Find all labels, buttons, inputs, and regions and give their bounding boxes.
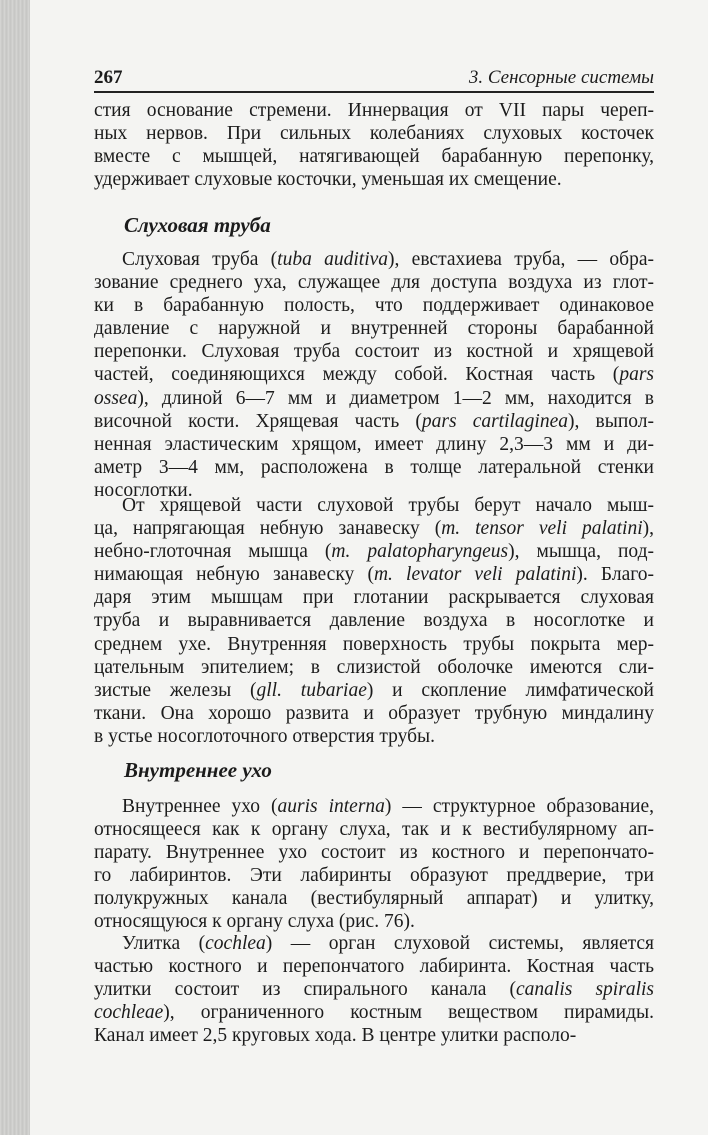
latin-term: cochleae: [94, 1002, 164, 1024]
latin-term: pars cartilaginea: [421, 410, 569, 432]
text-line: [94, 540, 654, 563]
text-line: [94, 517, 654, 540]
text-line: [94, 609, 654, 632]
text-segment: парату. Внутреннее ухо состоит из костного и перепончато-: [94, 842, 654, 864]
text-line: [94, 122, 654, 145]
text-segment: зование среднего уха, служащее для доступа воздуха из глот-: [94, 272, 654, 294]
text-line: [94, 887, 654, 910]
latin-term: m. levator veli palatini: [373, 564, 577, 586]
text-segment: ца, напрягающая небную занавеску (: [94, 518, 442, 540]
text-segment: От хрящевой части слуховой трубы берут начало мыш-: [122, 495, 654, 516]
text-segment: давление с наружной и внутренней стороны барабанной: [94, 318, 654, 340]
text-segment: ), ограниченного костным веществом пирамиды.: [163, 1002, 654, 1024]
text-line: [94, 978, 654, 1001]
text-segment: вместе с мышцей, натягивающей барабанную перепонку,: [94, 146, 654, 168]
latin-term: canalis spiralis: [516, 979, 654, 1001]
latin-term: m. palatopharyngeus: [331, 541, 509, 563]
text-line: [94, 363, 654, 386]
section-heading-inner-ear: Внутреннее ухо: [124, 758, 272, 782]
scan-edge: [0, 0, 30, 1135]
text-segment: частей, соединяющихся между собой. Костная часть (: [94, 364, 620, 386]
text-segment: стия основание стремени. Иннервация от VII пары череп-: [94, 100, 654, 121]
text-segment: Канал имеет 2,5 круговых хода. В центре улитки располо-: [94, 1025, 577, 1047]
text-line: [94, 679, 654, 702]
text-line: [94, 456, 654, 479]
text-segment: небно-глоточная мышца (: [94, 541, 332, 563]
text-line: [94, 168, 654, 191]
text-segment: носоглотки.: [94, 479, 193, 501]
text-line: [94, 656, 654, 679]
text-line: [94, 563, 654, 586]
text-segment: височной кости. Хрящевая часть (: [94, 410, 422, 432]
text-segment: перепонки. Слуховая труба состоит из костной и хрящевой: [94, 341, 654, 363]
text-line: [94, 841, 654, 864]
text-segment: ных нервов. При сильных колебаниях слуховых косточек: [94, 123, 654, 145]
text-line: [94, 955, 654, 978]
latin-term: pars: [619, 364, 654, 386]
text-line: [94, 864, 654, 887]
latin-term: ossea: [94, 387, 138, 409]
latin-term: m. tensor veli palatini: [441, 518, 643, 540]
text-line: [94, 433, 654, 456]
text-line: [94, 702, 654, 725]
text-segment: даря этим мышцам при глотании раскрывается слуховая: [94, 587, 654, 609]
latin-term: auris interna: [277, 796, 385, 817]
text-segment: Улитка (: [122, 933, 206, 954]
book-page: [94, 0, 654, 1135]
text-line: [94, 795, 654, 818]
text-segment: ), выпол-: [568, 410, 654, 432]
intro-paragraph: [94, 99, 654, 191]
text-segment: частью костного и перепончатого лабиринта. Костная часть: [94, 956, 654, 978]
text-segment: в устье носоглоточного отверстия трубы.: [94, 725, 435, 747]
text-line: [94, 586, 654, 609]
chapter-title: 3. Сенсорные системы: [468, 67, 654, 88]
text-line: [94, 387, 654, 410]
text-segment: ),: [642, 518, 655, 540]
text-line: [94, 818, 654, 841]
text-line: [94, 1001, 654, 1024]
latin-term: gll. tubariae: [256, 679, 367, 701]
text-segment: Внутреннее ухо (: [122, 796, 278, 817]
text-line: [94, 410, 654, 433]
text-segment: среднем ухе. Внутренняя поверхность трубы покрыта мер-: [94, 633, 654, 655]
text-segment: зистые железы (: [94, 679, 257, 701]
text-segment: удерживает слуховые косточки, уменьшая их смещение.: [94, 169, 562, 191]
text-segment: ), мышца, под-: [508, 541, 654, 563]
text-segment: относящуюся к органу слуха (рис. 76).: [94, 911, 415, 933]
text-segment: относящееся как к органу слуха, так и к вестибулярному ап-: [94, 819, 654, 841]
text-line: [94, 1024, 654, 1047]
text-segment: полукружных канала (вестибулярный аппарат) и улитку,: [94, 888, 654, 910]
text-line: [94, 145, 654, 168]
text-segment: улитки состоит из спирального канала (: [94, 979, 516, 1001]
text-line: [94, 494, 654, 517]
page-number: 267: [94, 67, 123, 88]
text-segment: цательным эпителием; в слизистой оболочке имеются сли-: [94, 656, 654, 678]
running-head: [94, 63, 654, 93]
text-line: [94, 725, 654, 748]
text-line: [94, 932, 654, 955]
text-segment: ки в барабанную полость, что поддерживает одинаковое: [94, 295, 654, 317]
paragraph-cochlea: [94, 932, 654, 1047]
paragraph-eustachian-tube-muscles: [94, 494, 654, 748]
text-segment: ). Благо-: [576, 564, 655, 586]
text-segment: ткани. Она хорошо развита и образует трубную миндалину: [94, 702, 654, 724]
text-segment: аметр 3—4 мм, расположена в толще латеральной стенки: [94, 456, 654, 478]
text-line: [94, 633, 654, 656]
paragraph-eustachian-tube-structure: [94, 248, 654, 502]
text-segment: ), длиной 6—7 мм и диаметром 1—2 мм, находится в: [137, 387, 654, 409]
text-segment: нимающая небную занавеску (: [94, 564, 374, 586]
text-segment: труба и выравнивается давление воздуха в носоглотке и: [94, 610, 654, 632]
text-segment: ненная эластическим хрящом, имеет длину 2,3—3 мм и ди-: [94, 433, 654, 455]
text-line: [94, 340, 654, 363]
text-line: [94, 99, 654, 122]
text-line: [94, 294, 654, 317]
text-segment: го лабиринтов. Эти лабиринты образуют преддверие, три: [94, 865, 654, 887]
section-heading-eustachian-tube: Слуховая труба: [124, 213, 271, 237]
text-segment: ) — орган слуховой системы, является: [265, 933, 654, 954]
latin-term: cochlea: [205, 933, 266, 954]
text-segment: ) и скопление лимфатической: [366, 679, 654, 701]
text-line: [94, 317, 654, 340]
text-segment: Слуховая труба (: [122, 249, 278, 270]
text-line: [94, 271, 654, 294]
text-segment: ), евстахиева труба, — обра-: [388, 249, 655, 270]
text-line: [94, 910, 654, 933]
text-line: [94, 248, 654, 271]
latin-term: tuba auditiva: [277, 249, 389, 270]
paragraph-inner-ear: [94, 795, 654, 934]
text-segment: ) — структурное образование,: [384, 796, 654, 817]
